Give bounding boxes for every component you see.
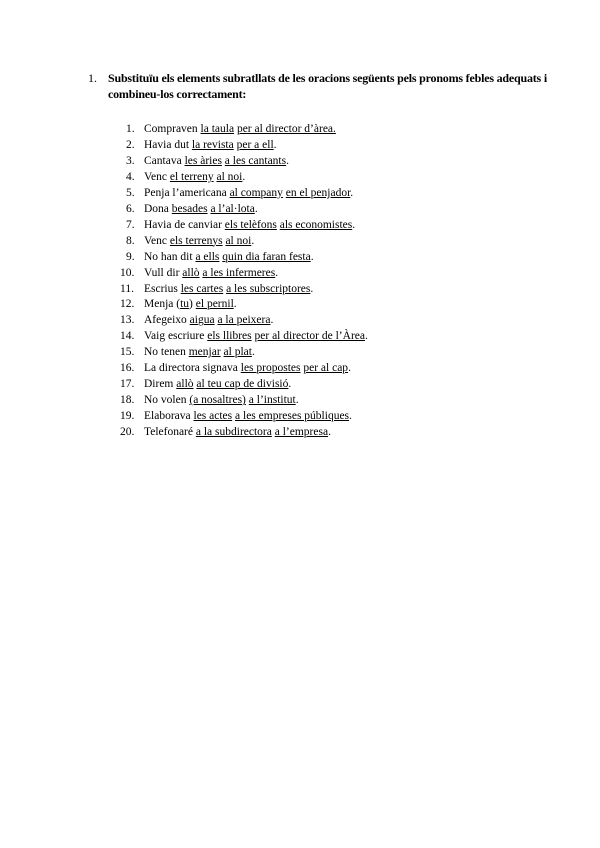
sentence-fragment: . bbox=[295, 394, 299, 407]
sentence-item bbox=[120, 297, 546, 313]
underlined-element: aigua bbox=[189, 314, 215, 327]
sentence-number: 10. bbox=[120, 266, 135, 279]
sentence-fragment: Venc bbox=[144, 170, 170, 183]
sentence-fragment: ) bbox=[189, 298, 196, 311]
underlined-element: a les infermeres bbox=[202, 266, 276, 279]
underlined-element: les propostes bbox=[240, 362, 301, 375]
sentence-number: 1. bbox=[126, 123, 135, 135]
underlined-element: (a nosaltres) bbox=[189, 394, 246, 407]
sentence-number: 13. bbox=[120, 314, 135, 327]
underlined-element: a les cantants bbox=[224, 154, 287, 167]
sentence-number: 6. bbox=[126, 202, 135, 215]
sentence-text bbox=[144, 362, 351, 374]
underlined-element: la revista bbox=[191, 138, 234, 151]
sentence-number: 18. bbox=[120, 394, 135, 407]
underlined-element: les àries bbox=[184, 154, 222, 167]
sentence-number: 17. bbox=[120, 378, 135, 391]
sentence-fragment: . bbox=[254, 202, 258, 215]
sentence-fragment: No volen bbox=[144, 394, 190, 407]
sentence-text bbox=[144, 410, 352, 422]
underlined-element: el pernil bbox=[195, 298, 234, 311]
sentence-fragment: Afegeixo bbox=[144, 314, 190, 327]
sentence-fragment: Penja l’americana bbox=[144, 186, 230, 199]
underlined-element: a la peixera bbox=[217, 314, 271, 327]
exercise-number: 1. bbox=[88, 71, 97, 85]
sentence-text bbox=[144, 235, 254, 247]
sentence-fragment: . bbox=[350, 186, 354, 199]
underlined-element: menjar bbox=[188, 346, 221, 359]
sentence-item bbox=[120, 282, 546, 298]
sentence-number: 2. bbox=[126, 138, 135, 151]
sentence-fragment: . bbox=[352, 218, 356, 231]
sentence-fragment: Elaborava bbox=[144, 410, 194, 423]
underlined-element: a l’al·lota bbox=[210, 202, 255, 215]
exercise-instructions: Substituïu els elements subratllats de les oracions següents pels pronoms febles adequats i combineu-los correctament: bbox=[108, 71, 547, 101]
sentence-text bbox=[144, 283, 313, 295]
sentence-text bbox=[144, 394, 299, 406]
sentence-text bbox=[144, 187, 353, 199]
sentence-fragment: . bbox=[310, 282, 314, 295]
sentence-fragment: Vaig escriure bbox=[144, 330, 208, 343]
sentence-number: 9. bbox=[126, 250, 135, 263]
sentence-fragment: No tenen bbox=[144, 346, 189, 359]
sentence-fragment: Escrius bbox=[144, 282, 181, 295]
underlined-element: els telèfons bbox=[224, 218, 277, 231]
underlined-element: a l’institut bbox=[248, 394, 296, 407]
underlined-element: tu bbox=[180, 298, 190, 311]
sentence-fragment: . bbox=[328, 426, 331, 439]
sentence-list bbox=[120, 122, 546, 441]
sentence-text bbox=[144, 203, 258, 215]
sentence-number: 15. bbox=[120, 346, 135, 359]
sentence-text bbox=[144, 219, 355, 231]
sentence-item bbox=[120, 393, 546, 409]
sentence-fragment: Direm bbox=[144, 378, 177, 391]
sentence-fragment: Havia de canviar bbox=[144, 218, 225, 231]
sentence-item bbox=[120, 377, 546, 393]
sentence-number: 19. bbox=[120, 410, 135, 423]
underlined-element: per a ell bbox=[236, 138, 274, 151]
sentence-number: 20. bbox=[120, 426, 135, 439]
sentence-item bbox=[120, 266, 546, 282]
underlined-element: per al director d’àrea. bbox=[236, 123, 336, 135]
sentence-number: 4. bbox=[126, 170, 135, 183]
sentence-item bbox=[126, 154, 546, 170]
sentence-fragment: . bbox=[242, 170, 246, 183]
sentence-item bbox=[120, 313, 546, 329]
sentence-text bbox=[144, 378, 291, 390]
sentence-item bbox=[126, 138, 546, 154]
sentence-fragment: . bbox=[349, 410, 352, 423]
sentence-item bbox=[126, 186, 546, 202]
underlined-element: allò bbox=[176, 378, 194, 391]
sentence-fragment: . bbox=[310, 250, 314, 263]
sentence-number: 12. bbox=[120, 298, 135, 311]
sentence-fragment: . bbox=[251, 346, 255, 359]
sentence-fragment: . bbox=[251, 234, 255, 247]
underlined-element: a la subdirectora bbox=[195, 426, 272, 439]
underlined-element: a l’empresa bbox=[274, 426, 329, 439]
underlined-element: al noi bbox=[216, 170, 243, 183]
sentence-fragment: . bbox=[233, 298, 237, 311]
sentence-fragment: . bbox=[364, 330, 368, 343]
underlined-element: allò bbox=[182, 266, 200, 279]
sentence-text bbox=[144, 171, 245, 183]
sentence-item bbox=[126, 202, 546, 218]
underlined-element: a ells bbox=[195, 250, 220, 263]
underlined-element: quin dia faran festa bbox=[222, 250, 311, 263]
sentence-fragment: . bbox=[288, 378, 292, 391]
sentence-text bbox=[144, 155, 289, 167]
sentence-number: 3. bbox=[126, 154, 135, 167]
underlined-element: al teu cap de divisió bbox=[196, 378, 289, 391]
underlined-element: la taula bbox=[200, 123, 235, 135]
underlined-element: per al cap bbox=[303, 362, 349, 375]
underlined-element: besades bbox=[171, 202, 208, 215]
sentence-fragment: . bbox=[273, 138, 277, 151]
sentence-number: 7. bbox=[126, 218, 135, 231]
sentence-fragment: Telefonaré bbox=[144, 426, 196, 439]
sentence-item bbox=[120, 409, 546, 425]
sentence-text bbox=[144, 251, 314, 263]
sentence-fragment: La directora signava bbox=[144, 362, 241, 375]
sentence-item bbox=[120, 361, 546, 377]
sentence-item bbox=[126, 234, 546, 250]
sentence-text bbox=[144, 314, 273, 326]
underlined-element: al noi bbox=[225, 234, 252, 247]
sentence-item bbox=[120, 345, 546, 361]
underlined-element: als economistes bbox=[279, 218, 353, 231]
sentence-fragment: Havia dut bbox=[144, 138, 192, 151]
sentence-number: 14. bbox=[120, 330, 135, 343]
sentence-text bbox=[144, 139, 277, 151]
underlined-element: per al director de l’Àrea bbox=[254, 330, 365, 343]
sentence-fragment: . bbox=[270, 314, 274, 327]
sentence-fragment: . bbox=[286, 154, 289, 167]
underlined-element: al plat bbox=[223, 346, 252, 359]
underlined-element: el terreny bbox=[169, 170, 214, 183]
sentence-text bbox=[144, 330, 368, 342]
sentence-fragment: Compraven bbox=[144, 123, 201, 135]
sentence-fragment: No han dit bbox=[144, 250, 196, 263]
sentence-fragment: . bbox=[348, 362, 351, 375]
sentence-fragment: Vull dir bbox=[144, 266, 183, 279]
exercise-block bbox=[88, 70, 548, 439]
sentence-item bbox=[126, 218, 546, 234]
sentence-fragment: Cantava bbox=[144, 154, 185, 167]
sentence-fragment: Dona bbox=[144, 202, 172, 215]
sentence-number: 5. bbox=[126, 186, 135, 199]
underlined-element: les actes bbox=[193, 410, 233, 423]
sentence-number: 8. bbox=[126, 234, 135, 247]
underlined-element: els llibres bbox=[207, 330, 252, 343]
sentence-item bbox=[120, 329, 546, 345]
underlined-element: a les empreses públiques bbox=[235, 410, 350, 423]
underlined-element: les cartes bbox=[180, 282, 224, 295]
sentence-text bbox=[144, 298, 237, 310]
sentence-fragment: Venc bbox=[144, 234, 170, 247]
sentence-fragment: . bbox=[275, 266, 279, 279]
sentence-text bbox=[144, 123, 336, 135]
underlined-element: els terrenys bbox=[169, 234, 223, 247]
sentence-item bbox=[120, 425, 546, 441]
sentence-item bbox=[126, 122, 546, 138]
sentence-fragment: Menja ( bbox=[144, 298, 181, 311]
underlined-element: en el penjador bbox=[285, 186, 351, 199]
sentence-number: 16. bbox=[120, 362, 135, 375]
sentence-text bbox=[144, 267, 278, 279]
underlined-element: a les subscriptores bbox=[226, 282, 311, 295]
sentence-number: 11. bbox=[120, 282, 134, 295]
underlined-element: al company bbox=[229, 186, 283, 199]
sentence-item bbox=[126, 250, 546, 266]
sentence-text bbox=[144, 426, 331, 438]
sentence-item bbox=[126, 170, 546, 186]
sentence-text bbox=[144, 346, 255, 358]
